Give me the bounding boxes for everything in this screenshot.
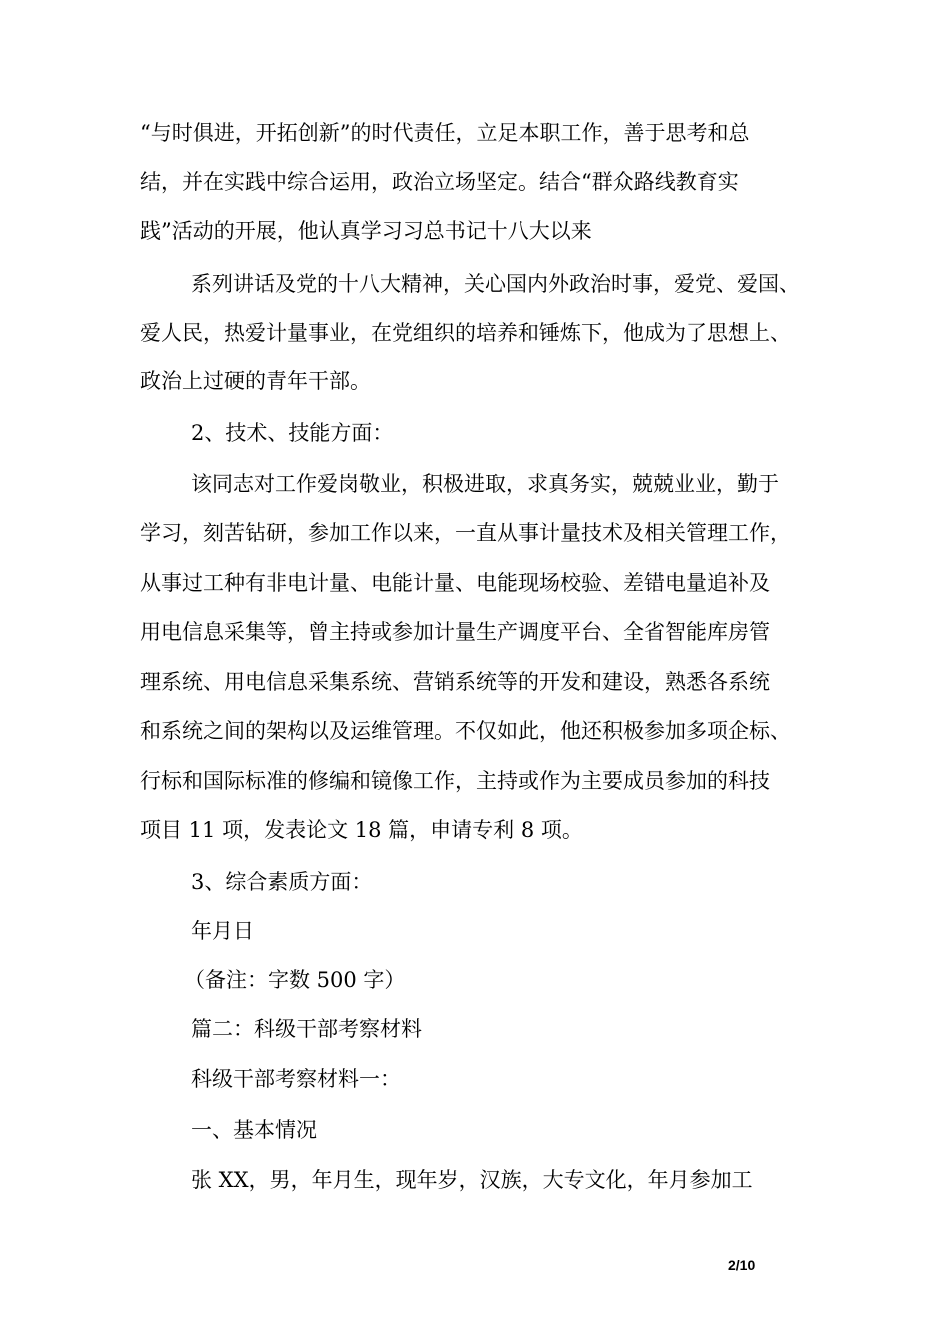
text-line-6: 政治上过硬的青年干部。 (140, 369, 371, 393)
material-heading: 科级干部考察材料一： (191, 1067, 401, 1091)
text-line-11: 用电信息采集等，曾主持或参加计量生产调度平台、全省智能库房管 (140, 620, 770, 644)
section-heading-overall-quality: 3、综合素质方面： (191, 870, 373, 894)
text-line-3: 践”活动的开展，他认真学习习总书记十八大以来 (140, 219, 592, 243)
text-line-4: 系列讲话及党的十八大精神，关心国内外政治时事，爱党、爱国、 (191, 272, 800, 296)
text-line-22: 张 XX，男，年月生，现年岁，汉族，大专文化，年月参加工 (191, 1168, 753, 1192)
text-line-9: 学习，刻苦钻研，参加工作以来，一直从事计量技术及相关管理工作， (140, 521, 791, 545)
text-line-14: 行标和国际标准的修编和镜像工作，主持或作为主要成员参加的科技 (140, 769, 770, 793)
note-line: （备注：字数 500 字） (184, 968, 406, 992)
page-number: 2/10 (728, 1257, 756, 1273)
text-line-10: 从事过工种有非电计量、电能计量、电能现场校验、差错电量追补及 (140, 571, 770, 595)
text-line-2: 结，并在实践中综合运用，政治立场坚定。结合“群众路线教育实 (140, 170, 739, 194)
chapter-heading: 篇二：科级干部考察材料 (191, 1017, 422, 1041)
text-line-13: 和系统之间的架构以及运维管理。不仅如此，他还积极参加多项企标、 (140, 719, 791, 743)
text-line-5: 爱人民，热爱计量事业，在党组织的培养和锤炼下，他成为了思想上、 (140, 321, 791, 345)
text-line-8: 该同志对工作爱岗敬业，积极进取，求真务实，兢兢业业，勤于 (191, 472, 779, 496)
section-heading-technical-skills: 2、技术、技能方面： (191, 421, 394, 445)
section-heading-basic-info: 一、基本情况 (191, 1118, 317, 1142)
text-line-12: 理系统、用电信息采集系统、营销系统等的开发和建设，熟悉各系统 (140, 670, 770, 694)
date-line: 年月日 (191, 919, 254, 943)
text-line-15: 项目 11 项，发表论文 18 篇，申请专利 8 项。 (140, 818, 583, 842)
text-line-1: “与时俱进，开拓创新”的时代责任，立足本职工作，善于思考和总 (140, 121, 750, 145)
